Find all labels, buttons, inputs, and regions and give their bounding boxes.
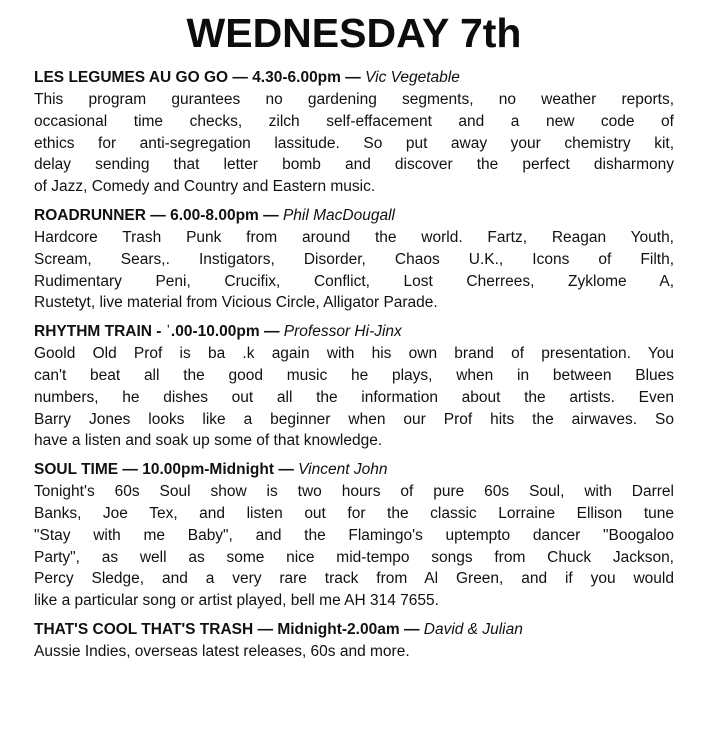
program-host: David & Julian xyxy=(423,620,523,638)
program-header: ROADRUNNER — 6.00-8.00pm — Phil MacDougall xyxy=(34,206,395,224)
program-time: Midnight-2.00am xyxy=(277,620,400,638)
program-description xyxy=(34,343,674,452)
program-description xyxy=(34,227,674,314)
program-name: LES LEGUMES AU GO GO xyxy=(34,69,229,86)
program-time: 4.30-6.00pm xyxy=(252,69,341,86)
program-host: Phil MacDougall xyxy=(282,206,395,224)
description-line: Rustetyt, live material from Vicious Circle, Alligator Parade. xyxy=(34,294,438,312)
description-line: ethics for anti-segregation lassitude. So put away your chemistry kit, xyxy=(34,134,674,152)
program-guide xyxy=(34,8,674,670)
program-host: Vincent John xyxy=(298,461,388,479)
program-name: RHYTHM TRAIN - xyxy=(34,323,162,341)
description-line: numbers, he dishes out all the information about the artists. Even xyxy=(34,388,674,406)
program-entry xyxy=(34,321,674,452)
program-time: 6.00-8.00pm xyxy=(170,206,259,224)
program-entry xyxy=(34,67,674,198)
program-time: ˈ.00-10.00pm xyxy=(165,323,260,341)
description-line: have a listen and soak up some of that knowledge. xyxy=(34,432,383,450)
program-host: Vic Vegetable xyxy=(365,69,460,86)
program-header: LES LEGUMES AU GO GO — 4.30-6.00pm — Vic Vegetable xyxy=(34,69,460,86)
description-line: Rudimentary Peni, Crucifix, Conflict, Lost Cherrees, Zyklome A, xyxy=(34,272,674,290)
description-line: can't beat all the good music he plays, when in between Blues xyxy=(34,366,674,384)
program-entry xyxy=(34,205,674,314)
program-time: 10.00pm-Midnight xyxy=(142,461,274,479)
description-line: Scream, Sears,. Instigators, Disorder, Chaos U.K., Icons of Filth, xyxy=(34,250,674,268)
description-line: "Stay with me Baby", and the Flamingo's uptempto dancer "Boogaloo xyxy=(34,526,674,544)
program-header: SOUL TIME — 10.00pm-Midnight — Vincent John xyxy=(34,461,388,479)
program-header: RHYTHM TRAIN - ˈ.00-10.00pm — Professor Hi-Jinx xyxy=(34,323,402,341)
description-line: delay sending that letter bomb and discover the perfect disharmony xyxy=(34,156,674,174)
description-line: like a particular song or artist played, bell me AH 314 7655. xyxy=(34,592,439,610)
description-line: Banks, Joe Tex, and listen out for the classic Lorraine Ellison tune xyxy=(34,504,674,522)
description-line: of Jazz, Comedy and Country and Eastern music. xyxy=(34,178,376,196)
description-line: Barry Jones looks like a beginner when our Prof hits the airwaves. So xyxy=(34,410,674,428)
program-name: ROADRUNNER xyxy=(34,206,146,224)
program-name: THAT'S COOL THAT'S TRASH xyxy=(34,620,254,638)
program-entry xyxy=(34,619,674,663)
description-line: occasional time checks, zilch self-effacement and a new code of xyxy=(34,112,674,130)
day-title: WEDNESDAY 7th xyxy=(186,10,522,56)
program-entry xyxy=(34,459,674,612)
description-line: Goold Old Prof is ba .k again with his own brand of presentation. You xyxy=(34,345,674,363)
program-host: Professor Hi-Jinx xyxy=(283,323,402,341)
program-description xyxy=(34,641,674,663)
description-line: Aussie Indies, overseas latest releases, 60s and more. xyxy=(34,642,410,660)
description-line: Hardcore Trash Punk from around the world. Fartz, Reagan Youth, xyxy=(34,228,674,246)
program-name: SOUL TIME xyxy=(34,461,119,479)
description-line: Percy Sledge, and a very rare track from Al Green, and if you would xyxy=(34,570,674,588)
description-line: Tonight's 60s Soul show is two hours of pure 60s Soul, with Darrel xyxy=(34,483,674,501)
description-line: This program gurantees no gardening segments, no weather reports, xyxy=(34,91,674,108)
program-description xyxy=(34,89,674,198)
description-line: Party", as well as some nice mid-tempo songs from Chuck Jackson, xyxy=(34,548,674,566)
program-header: THAT'S COOL THAT'S TRASH — Midnight-2.00am — David & Julian xyxy=(34,620,523,638)
program-description xyxy=(34,481,674,612)
